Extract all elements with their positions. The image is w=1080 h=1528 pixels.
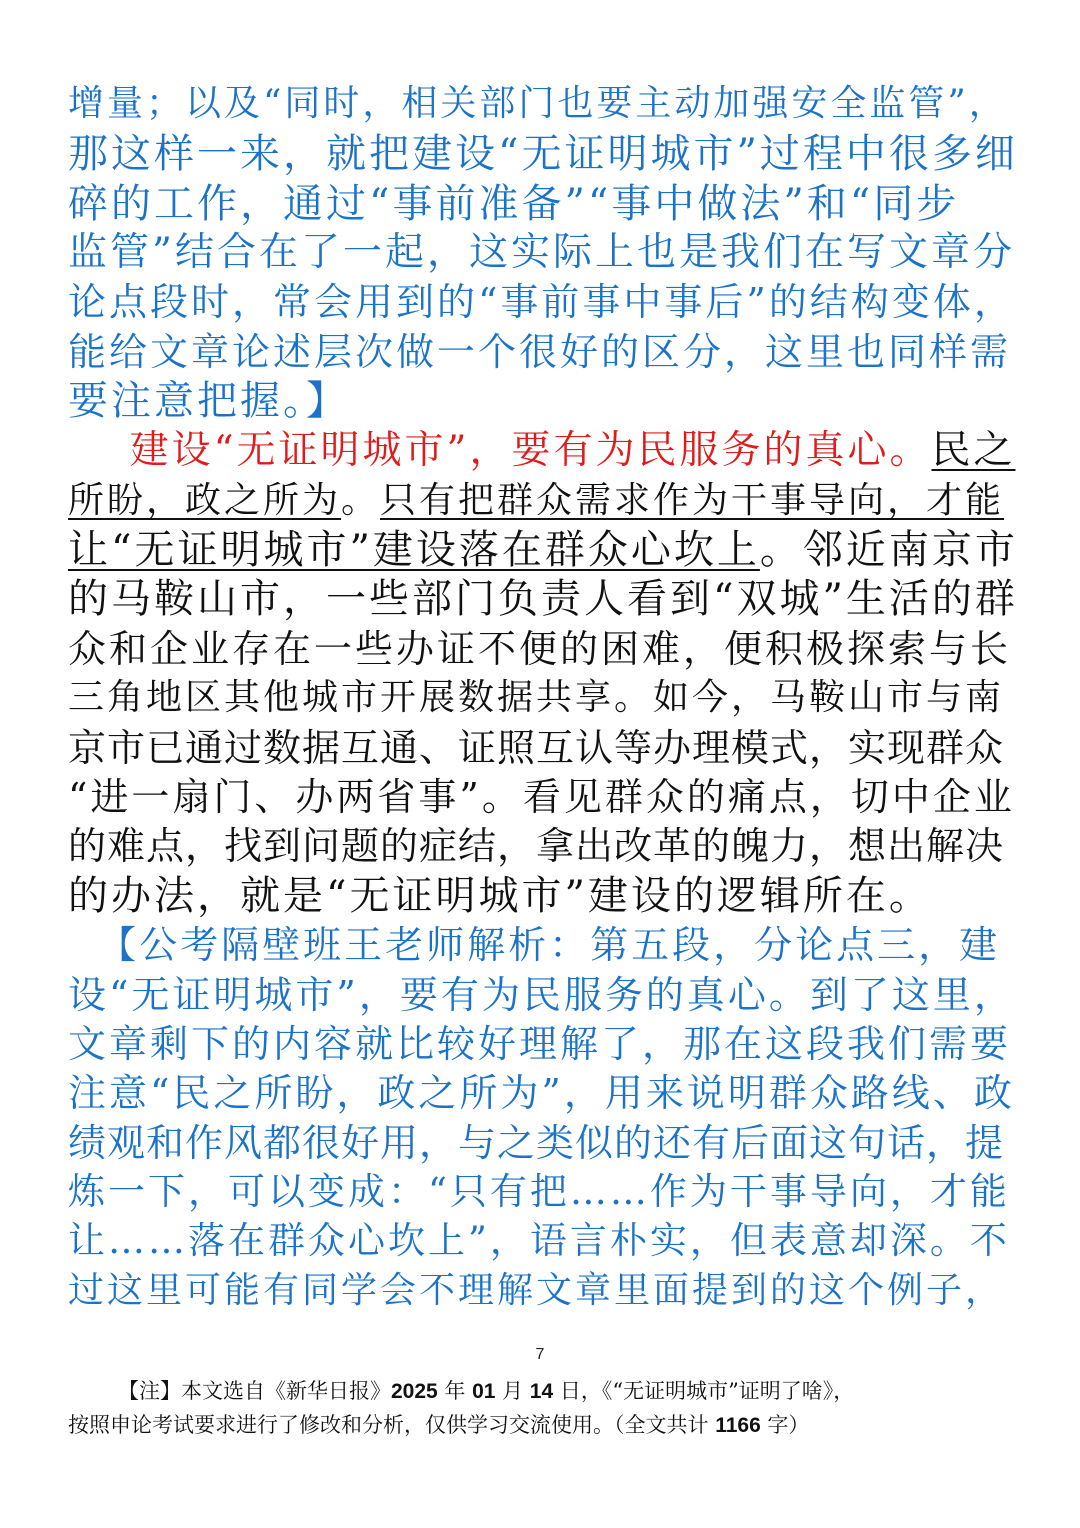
underlined-text: 民之 — [931, 428, 1016, 473]
analysis-line — [68, 278, 1015, 326]
text-segment: 炼一下，可以变成：“只有把……作为干事导向，才能 — [68, 1170, 1010, 1213]
underlined-text: 只有把群众需求作为干事导向，才能 — [380, 480, 1005, 521]
text-segment: 。 — [341, 480, 381, 521]
page-number: 7 — [535, 1346, 545, 1363]
body-line — [68, 575, 1018, 623]
body-line — [68, 674, 1012, 722]
text-segment: 的办法，就是“无证明城市”建设的逻辑所在。 — [68, 873, 932, 919]
analysis-line — [68, 328, 1012, 376]
analysis-line — [68, 1069, 1015, 1117]
text-segment: 要注意把握。】 — [68, 378, 349, 424]
text-segment: 能给文章论述层次做一个很好的区分，这里也同样需 — [68, 330, 1012, 374]
text-segment: 增量；以及“同时，相关部门也要主动加强安全监管”， — [68, 83, 1008, 124]
analysis-line — [68, 1217, 1012, 1265]
analysis-line — [68, 180, 1012, 228]
body-line — [68, 427, 1016, 475]
text-segment: 京市已通过数据互通、证照互认等办理模式，实现群众 — [68, 726, 1005, 770]
text-segment: 。邻近南京市 — [759, 527, 1018, 573]
text-segment: 注意“民之所盼，政之所为”，用来说明群众路线、政 — [68, 1071, 1015, 1115]
footnote-line — [68, 1408, 1028, 1443]
analysis-line — [68, 1168, 1012, 1216]
text-segment: 过这里可能有同学会不理解文章里面提到的这个例子， — [68, 1270, 1005, 1311]
footnote-text: 按照申论考试要求进行了修改和分析，仅供学习交流使用。（全文共计 — [68, 1413, 716, 1437]
text-segment: 让……落在群众心坎上”，语言朴实，但表意却深。不 — [68, 1219, 1010, 1262]
footnote-text: 年 — [437, 1379, 473, 1403]
analysis-line — [68, 130, 1018, 178]
text-segment: 监管”结合在了一起，这实际上也是我们在写文章分 — [68, 230, 1015, 275]
body-line — [68, 724, 1012, 772]
footnote-text: 【注】本文选自《新华日报》 — [118, 1379, 391, 1403]
text-segment: 那这样一来，就把建设“无证明城市”过程中很多细 — [68, 131, 1018, 177]
section-heading-red: 建设“无证明城市”，要有为民服务的真心。 — [129, 428, 932, 473]
text-segment: 文章剩下的内容就比较好理解了，那在这段我们需要 — [68, 1022, 1012, 1066]
analysis-line — [68, 80, 1012, 128]
body-line — [68, 526, 1018, 574]
analysis-line — [68, 377, 1012, 425]
analysis-line — [68, 1267, 1012, 1315]
underlined-text: 所盼，政之所为 — [68, 480, 342, 521]
text-segment: 碎的工作，通过“事前准备”“事中做法”和“同步 — [68, 181, 960, 227]
footnote-day: 14 — [529, 1380, 554, 1403]
analysis-line — [68, 1020, 1012, 1068]
text-segment: 绩观和作风都很好用，与之类似的还有后面这句话，提 — [68, 1121, 1005, 1165]
analysis-line — [68, 971, 1015, 1019]
body-line — [68, 773, 1015, 821]
footnote-text: 月 — [495, 1379, 530, 1403]
body-line — [68, 872, 1012, 920]
underlined-text: 让“无证明城市”建设落在群众心坎上 — [68, 527, 760, 573]
analysis-line — [68, 1119, 1012, 1167]
footnote-text: 字） — [760, 1413, 810, 1437]
body-line — [68, 477, 1012, 525]
text-segment: 设“无证明城市”，要有为民服务的真心。到了这里， — [68, 973, 1015, 1017]
text-segment: “进一扇门、办两省事”。看见群众的痛点，切中企业 — [68, 775, 1015, 819]
analysis-line — [68, 921, 1012, 969]
footnote-word-count: 1166 — [715, 1414, 761, 1437]
indent — [68, 428, 130, 473]
text-segment: 【公考隔壁班王老师解析：第五段，分论点三，建 — [68, 923, 1001, 967]
text-segment: 的马鞍山市，一些部门负责人看到“双城”生活的群 — [68, 576, 1018, 622]
body-line — [68, 822, 1012, 870]
text-segment: 三角地区其他城市开展数据共享。如今，马鞍山市与南 — [68, 677, 1005, 718]
footnote-month: 01 — [472, 1380, 496, 1403]
footnote-text: 日，《“无证明城市”证明了啥》， — [553, 1379, 855, 1403]
text-segment: 众和企业存在一些办证不便的困难，便积极探索与长 — [68, 627, 1012, 671]
text-segment: 的难点，找到问题的症结，拿出改革的魄力，想出解决 — [68, 824, 1005, 868]
footnote-line — [118, 1374, 1038, 1409]
footnote-year: 2025 — [391, 1380, 438, 1403]
body-line — [68, 625, 1012, 673]
text-segment: 论点段时，常会用到的“事前事中事后”的结构变体， — [68, 280, 1015, 324]
analysis-line — [68, 229, 1015, 277]
